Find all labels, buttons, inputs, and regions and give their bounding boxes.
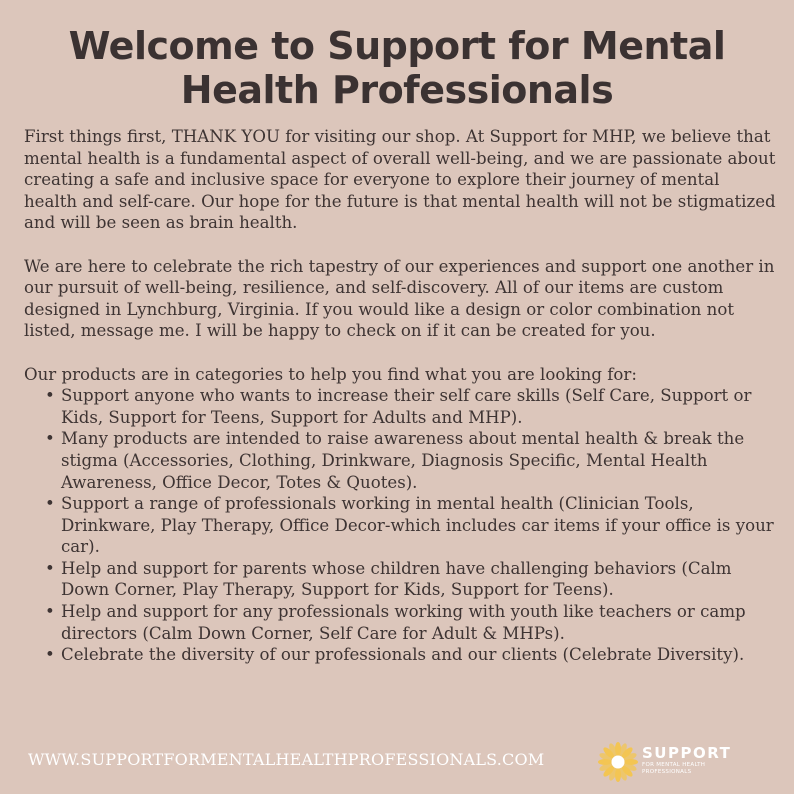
list-item: • Support a range of professionals working in mental health (Clinician Tools, Drinkware, Play Therapy, Office Decor-which includes car items if your office is your car). bbox=[61, 493, 776, 558]
celebrate-paragraph: We are here to celebrate the rich tapestry of our experiences and support one another in our pursuit of well-being, resilience, and self-discovery. All of our items are custom designed in Lynchburg, Virginia. If you would like a design or color combination not listed, message me. I will be happy to check on if it can be created for you. bbox=[24, 256, 775, 341]
categories-list bbox=[24, 385, 776, 666]
list-item: • Help and support for parents whose children have challenging behaviors (Calm Down Corner, Play Therapy, Support for Kids, Support for Teens). bbox=[61, 558, 776, 601]
list-item: • Help and support for any professionals working with youth like teachers or camp directors (Calm Down Corner, Self Care for Adult & MHPs). bbox=[61, 601, 776, 644]
page-title bbox=[0, 24, 794, 112]
intro-paragraph: First things first, THANK YOU for visiting our shop. At Support for MHP, we believe that mental health is a fundamental aspect of overall well-being, and we are passionate about creating a safe and inclusive space for everyone to explore their journey of mental health and self-care. Our hope for the future is that mental health will not be stigmatized and will be seen as brain health. bbox=[24, 127, 776, 233]
categories-lead: Our products are in categories to help you find what you are looking for: bbox=[24, 364, 637, 384]
page-title-line-2: Health Professionals bbox=[180, 68, 614, 112]
body-content bbox=[24, 126, 776, 666]
list-item: • Support anyone who wants to increase their self care skills (Self Care, Support or Kids, Support for Teens, Support for Adults and MHP). bbox=[61, 385, 776, 428]
list-item: • Many products are intended to raise awareness about mental health & break the stigma (Accessories, Clothing, Drinkware, Diagnosis Specific, Mental Health Awareness, Office Decor, Totes & Quotes). bbox=[61, 428, 776, 493]
website-url: WWW.SUPPORTFORMENTALHEALTHPROFESSIONALS.COM bbox=[28, 750, 545, 769]
brand-logo bbox=[596, 738, 786, 786]
sunflower-icon bbox=[596, 738, 640, 786]
list-item: • Celebrate the diversity of our professionals and our clients (Celebrate Diversity). bbox=[61, 644, 776, 666]
logo-tagline: FOR MENTAL HEALTH PROFESSIONALS bbox=[642, 762, 706, 775]
page-title-line-1: Welcome to Support for Mental bbox=[68, 24, 726, 68]
logo-wordmark: SUPPORT bbox=[642, 744, 732, 762]
